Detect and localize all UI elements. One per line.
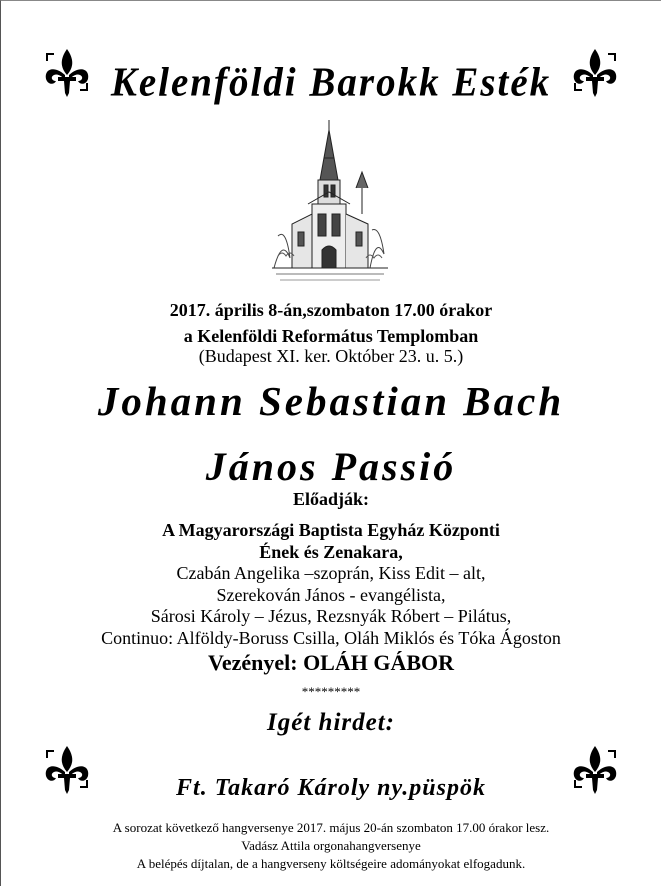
soloist-line: Sárosi Károly – Jézus, Rezsnyák Róbert – Pilátus, bbox=[150, 606, 512, 626]
footer-organ-concert: Vadász Attila orgonahangversenye bbox=[241, 838, 421, 853]
performers-heading: Előadják: bbox=[292, 489, 370, 509]
event-venue: a Kelenföldi Református Templomban bbox=[183, 326, 479, 346]
event-series-title: Kelenföldi Barokk Esték bbox=[110, 59, 552, 106]
continuo-line: Continuo: Alföldy-Boruss Csilla, Oláh Miklós és Tóka Ágoston bbox=[101, 628, 561, 648]
event-address: (Budapest XI. ker. Október 23. u. 5.) bbox=[198, 346, 464, 366]
soloist-line: Czabán Angelika –szoprán, Kiss Edit – alt, bbox=[176, 563, 486, 583]
conductor-line: Vezényel: OLÁH GÁBOR bbox=[207, 650, 455, 675]
sermon-heading: Igét hirdet: bbox=[267, 709, 395, 736]
choir-line-2: Ének és Zenakara, bbox=[259, 542, 403, 562]
composer-name: Johann Sebastian Bach bbox=[97, 378, 565, 424]
separator: ********* bbox=[301, 684, 361, 699]
church-drawing bbox=[272, 118, 388, 290]
preacher-name: Ft. Takaró Károly ny.püspök bbox=[176, 775, 486, 801]
event-date: 2017. április 8-án,szombaton 17.00 órakor bbox=[169, 300, 493, 320]
footer-next-concert: A sorozat következő hangversenye 2017. május 20-án szombaton 17.00 órakor lesz. bbox=[112, 820, 550, 835]
soloist-line: Szerekován János - evangélista, bbox=[216, 585, 446, 605]
choir-line-1: A Magyarországi Baptista Egyház Központi bbox=[162, 520, 500, 540]
footer-admission: A belépés díjtalan, de a hangverseny költségeire adományokat elfogadunk. bbox=[136, 856, 526, 871]
work-title: János Passió bbox=[205, 444, 457, 489]
